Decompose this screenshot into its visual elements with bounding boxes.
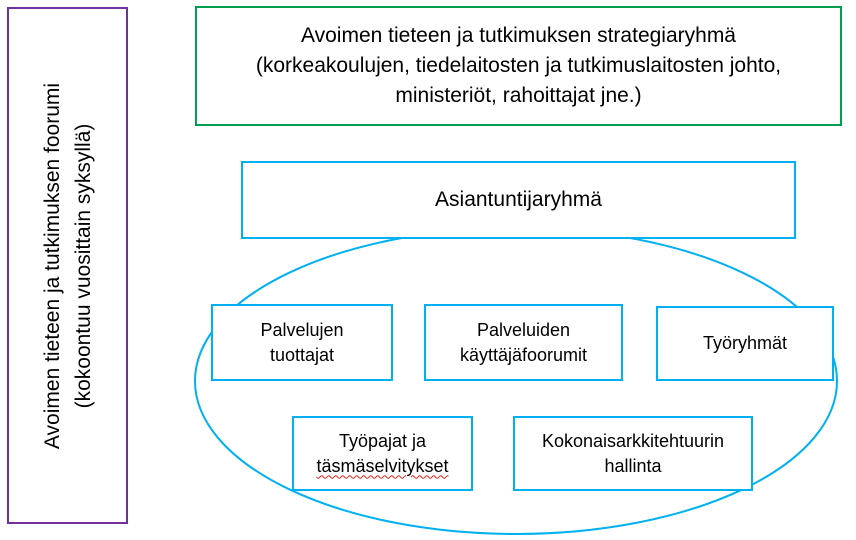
enterprise-architecture-line1: Kokonaisarkkitehtuurin — [541, 430, 725, 451]
forum-label — [37, 16, 99, 516]
workshops-line1: Työpajat ja — [338, 430, 427, 451]
service-providers-line2: tuottajat — [269, 344, 335, 365]
workshops-label — [316, 429, 448, 479]
user-forums-label — [460, 318, 587, 368]
service-providers-line1: Palvelujen — [260, 319, 344, 340]
forum-box — [7, 7, 128, 524]
expert-group-box — [241, 161, 796, 239]
enterprise-architecture-label — [542, 429, 724, 479]
service-providers-box — [211, 304, 393, 381]
forum-title: Avoimen tieteen ja tutkimuksen foorumi — [40, 82, 64, 449]
workshops-box — [292, 416, 473, 491]
working-groups-box — [656, 306, 834, 381]
strategy-group-label — [256, 21, 781, 111]
service-providers-label — [260, 318, 343, 368]
user-forums-line2: käyttäjäfoorumit — [459, 344, 588, 365]
user-forums-line1: Palveluiden — [476, 319, 571, 340]
expert-group-label: Asiantuntijaryhmä — [435, 188, 602, 211]
working-groups-label: Työryhmät — [702, 333, 788, 353]
forum-subtitle: (kokoontuu vuosittain syksyllä) — [71, 123, 95, 408]
user-forums-box — [424, 304, 623, 381]
enterprise-architecture-line2: hallinta — [604, 455, 662, 476]
strategy-group-title: Avoimen tieteen ja tutkimuksen strategiaryhmä — [301, 24, 736, 47]
enterprise-architecture-box — [513, 416, 753, 491]
strategy-group-members-1: (korkeakoulujen, tiedelaitosten ja tutkimuslaitosten johto, — [255, 54, 782, 77]
strategy-group-members-2: ministeriöt, rahoittajat jne.) — [395, 84, 642, 107]
strategy-group-box — [195, 6, 842, 126]
workshops-line2: täsmäselvitykset — [316, 455, 449, 476]
